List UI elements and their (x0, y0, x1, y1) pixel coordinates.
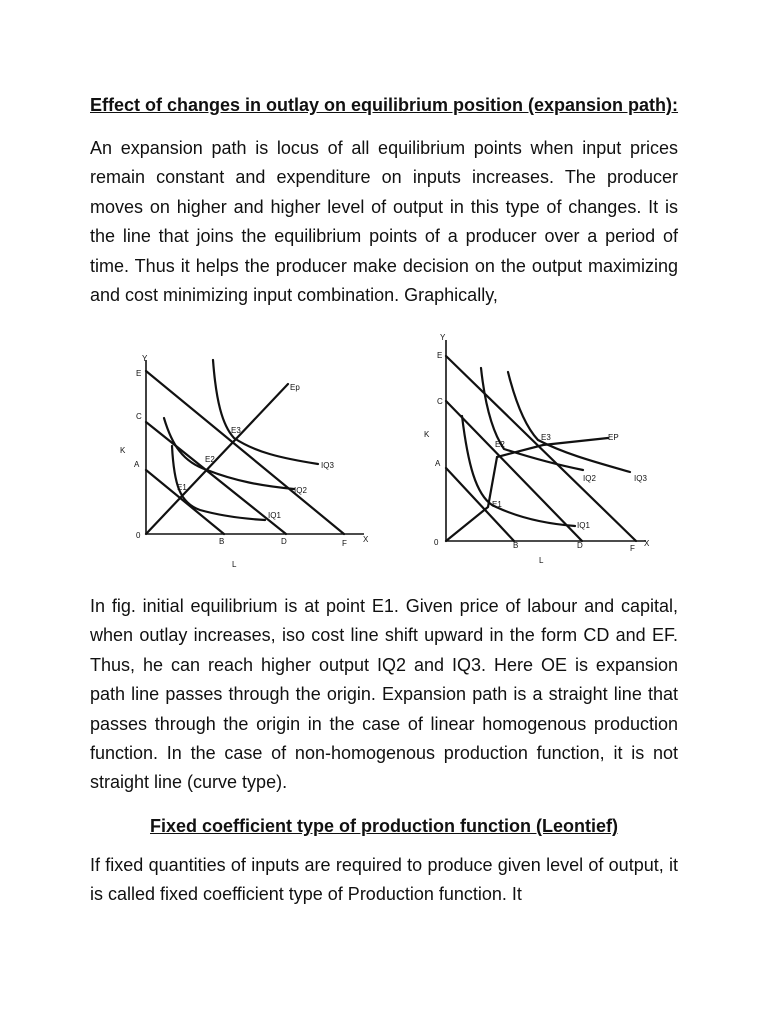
left-point-F: F (342, 539, 347, 548)
left-y-axis-label: Y (142, 354, 148, 363)
section-heading-expansion-path: Effect of changes in outlay on equilibrium position (expansion path): (90, 95, 679, 115)
paragraph-expansion-path-definition: An expansion path is locus of all equilibrium points when input prices remain constant and expenditure on inputs increases. The producer moves on higher and higher level of output in this type of changes. It is the line that joins the equilibrium points of a producer over a period of time. Thus it helps the producer make decision on the output maximizing and cost minimizing input combination. Graphically, (90, 138, 678, 306)
left-point-E: E (136, 369, 142, 378)
right-point-F: F (630, 544, 635, 553)
left-l-label: L (232, 560, 237, 569)
left-point-C: C (136, 412, 142, 421)
right-isoquant-iq1-label: IQ1 (577, 521, 590, 530)
left-isoquant-iq2 (164, 418, 294, 489)
right-expansion-path-label: EP (608, 433, 619, 442)
section-heading-fixed-coefficient: Fixed coefficient type of production function (Leontief) (150, 816, 618, 836)
figure-left-homogenous (120, 354, 369, 569)
left-isoquant-iq3 (213, 360, 318, 464)
left-equilibrium-e1: E1 (177, 483, 187, 492)
left-isocost-CD (146, 422, 286, 534)
right-point-D: D (577, 541, 583, 550)
left-k-label: K (120, 446, 126, 455)
left-expansion-path-label: Ep (290, 383, 300, 392)
right-isoquant-iq1 (462, 416, 575, 526)
paragraph-figure-explanation: In fig. initial equilibrium is at point E1. Given price of labour and capital, when outlay increases, iso cost line shift upward in the form CD and EF. Thus, he can reach higher output IQ2 and IQ3. Here OE is expansion path line passes through the origin. Expansion path is a straight line that passes through the origin in the case of linear homogenous production function. In the case of non-homogenous production function, it is not straight line (curve type). (90, 596, 678, 793)
left-isocost-AB (146, 470, 224, 534)
right-isocost-AB (446, 468, 514, 541)
right-point-B: B (513, 541, 519, 550)
right-k-label: K (424, 430, 430, 439)
paragraph-fixed-coefficient: If fixed quantities of inputs are required to produce given level of output, it is called fixed coefficient type of Production function. It (90, 855, 678, 905)
left-expansion-path (146, 384, 288, 534)
right-point-E: E (437, 351, 443, 360)
left-isoquant-iq1-label: IQ1 (268, 511, 281, 520)
left-origin-label: 0 (136, 531, 141, 540)
right-y-axis-label: Y (440, 333, 446, 342)
right-isocost-EF (446, 356, 636, 541)
left-isocost-EF (146, 371, 344, 534)
right-equilibrium-e2: E2 (495, 440, 505, 449)
right-l-label: L (539, 556, 544, 565)
left-equilibrium-e3: E3 (231, 426, 241, 435)
right-x-axis-label: X (644, 539, 650, 548)
left-point-B: B (219, 537, 225, 546)
right-isoquant-iq3-label: IQ3 (634, 474, 647, 483)
left-point-A: A (134, 460, 140, 469)
left-isoquant-iq3-label: IQ3 (321, 461, 334, 470)
left-point-D: D (281, 537, 287, 546)
left-equilibrium-e2: E2 (205, 455, 215, 464)
left-x-axis-label: X (363, 535, 369, 544)
right-equilibrium-e3: E3 (541, 433, 551, 442)
left-isoquant-iq2-label: IQ2 (294, 486, 307, 495)
right-isoquant-iq2-label: IQ2 (583, 474, 596, 483)
right-equilibrium-e1: E1 (492, 500, 502, 509)
right-point-A: A (435, 459, 441, 468)
right-isoquant-iq2 (481, 368, 583, 470)
right-point-C: C (437, 397, 443, 406)
figure-right-non-homogenous (424, 333, 650, 565)
right-origin-label: 0 (434, 538, 439, 547)
